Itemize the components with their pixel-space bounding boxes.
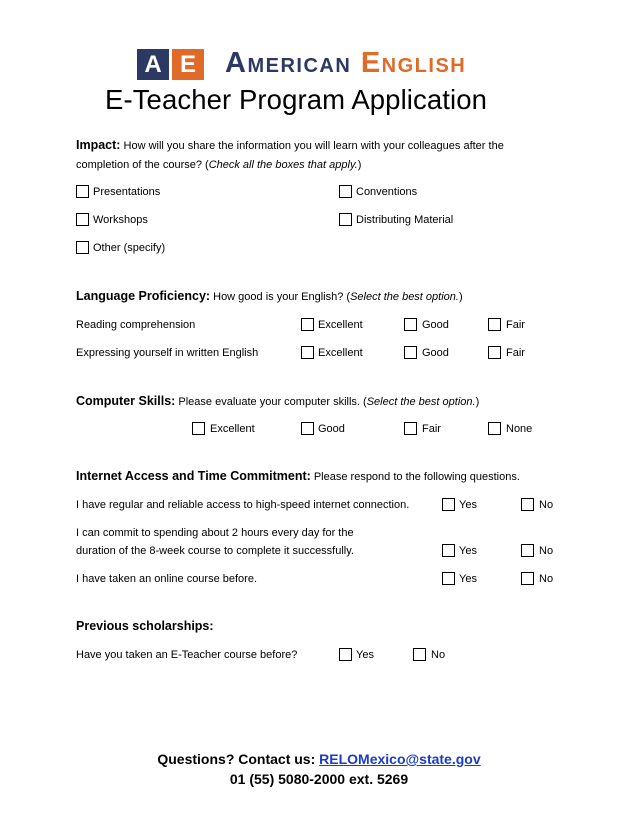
presentations-label: Presentations [93,186,161,198]
language-label: Language Proficiency: [76,289,211,303]
computer-fair-checkbox[interactable] [404,422,417,435]
computer-excellent-checkbox[interactable] [192,422,205,435]
internet-label: Internet Access and Time Commitment: [76,469,311,483]
conventions-checkbox[interactable] [339,185,352,198]
scholarships-no-label: No [431,649,446,661]
conventions-label: Conventions [356,186,418,198]
computer-none-checkbox[interactable] [488,422,501,435]
impact-question-line2 [76,158,361,172]
reading-fair-checkbox[interactable] [488,318,501,331]
workshops-label: Workshops [93,214,148,226]
scholarships-label: Previous scholarships: [76,619,214,633]
computer-question [76,394,479,409]
online-course-yes-label: Yes [459,573,477,585]
impact-q2-italic: Check all the boxes that apply. [208,159,358,171]
logo-e-tile: E [172,49,204,80]
written-good-label: Good [422,347,449,359]
logo-word-english: English [360,47,467,79]
online-course-no-checkbox[interactable] [521,572,534,585]
other-specify-checkbox[interactable] [76,241,89,254]
page-title: E-Teacher Program Application [105,84,487,115]
computer-q-pre: Please evaluate your computer skills. ( [178,396,367,408]
reading-excellent-checkbox[interactable] [301,318,314,331]
footer-email-link[interactable]: RELOMexico@state.gov [319,751,481,767]
internet-access-yes-label: Yes [459,499,477,511]
time-commitment-label-line2: duration of the 8-week course to complete it successfully. [76,545,354,557]
written-excellent-label: Excellent [318,347,363,359]
time-commitment-no-label: No [539,545,554,557]
scholarships-no-checkbox[interactable] [413,648,426,661]
time-commitment-yes-label: Yes [459,545,477,557]
written-fair-checkbox[interactable] [488,346,501,359]
impact-q2-pre: completion of the course? ( [76,159,209,171]
written-fair-label: Fair [506,347,525,359]
impact-question-line1: How will you share the information you will learn with your colleagues after the [123,140,504,152]
footer-contact-text: Questions? Contact us: [157,751,320,767]
distributing-material-label: Distributing Material [356,214,454,226]
language-q-post: ) [458,291,463,303]
online-course-yes-checkbox[interactable] [442,572,455,585]
reading-good-checkbox[interactable] [404,318,417,331]
computer-excellent-label: Excellent [210,423,255,435]
internet-question [76,469,520,484]
presentations-checkbox[interactable] [76,185,89,198]
language-question [76,289,463,304]
computer-none-label: None [506,423,533,435]
computer-good-label: Good [318,423,345,435]
written-english-label: Expressing yourself in written English [76,347,259,359]
footer-phone: 01 (55) 5080-2000 ext. 5269 [229,771,409,787]
logo-a-tile: A [137,49,169,80]
internet-access-yes-checkbox[interactable] [442,498,455,511]
computer-q-post: ) [475,396,480,408]
other-specify-label: Other (specify) [93,242,166,254]
reading-good-label: Good [422,319,449,331]
language-q-italic: Select the best option. [350,291,459,303]
internet-access-no-checkbox[interactable] [521,498,534,511]
internet-access-no-label: No [539,499,554,511]
computer-label: Computer Skills: [76,394,176,408]
reading-fair-label: Fair [506,319,525,331]
logo-word-american: American [225,47,352,79]
impact-label: Impact: [76,138,121,152]
scholarships-yes-checkbox[interactable] [339,648,352,661]
logo-wordmark [225,47,466,80]
impact-q2-post: ) [357,159,362,171]
language-q-pre: How good is your English? ( [213,291,351,303]
internet-access-label: I have regular and reliable access to high-speed internet connection. [76,499,410,511]
reading-excellent-label: Excellent [318,319,363,331]
footer-contact [0,751,638,767]
time-commitment-no-checkbox[interactable] [521,544,534,557]
reading-comprehension-label: Reading comprehension [76,319,196,331]
internet-question-text: Please respond to the following questions. [313,471,520,483]
time-commitment-label-line1: I can commit to spending about 2 hours every day for the [76,527,354,539]
scholarships-question: Have you taken an E-Teacher course before? [76,649,298,661]
workshops-checkbox[interactable] [76,213,89,226]
impact-question [76,138,504,153]
written-good-checkbox[interactable] [404,346,417,359]
scholarships-yes-label: Yes [356,649,374,661]
distributing-material-checkbox[interactable] [339,213,352,226]
time-commitment-yes-checkbox[interactable] [442,544,455,557]
online-course-label: I have taken an online course before. [76,573,258,585]
online-course-no-label: No [539,573,554,585]
computer-q-italic: Select the best option. [366,396,476,408]
computer-fair-label: Fair [422,423,441,435]
written-excellent-checkbox[interactable] [301,346,314,359]
computer-good-checkbox[interactable] [301,422,314,435]
